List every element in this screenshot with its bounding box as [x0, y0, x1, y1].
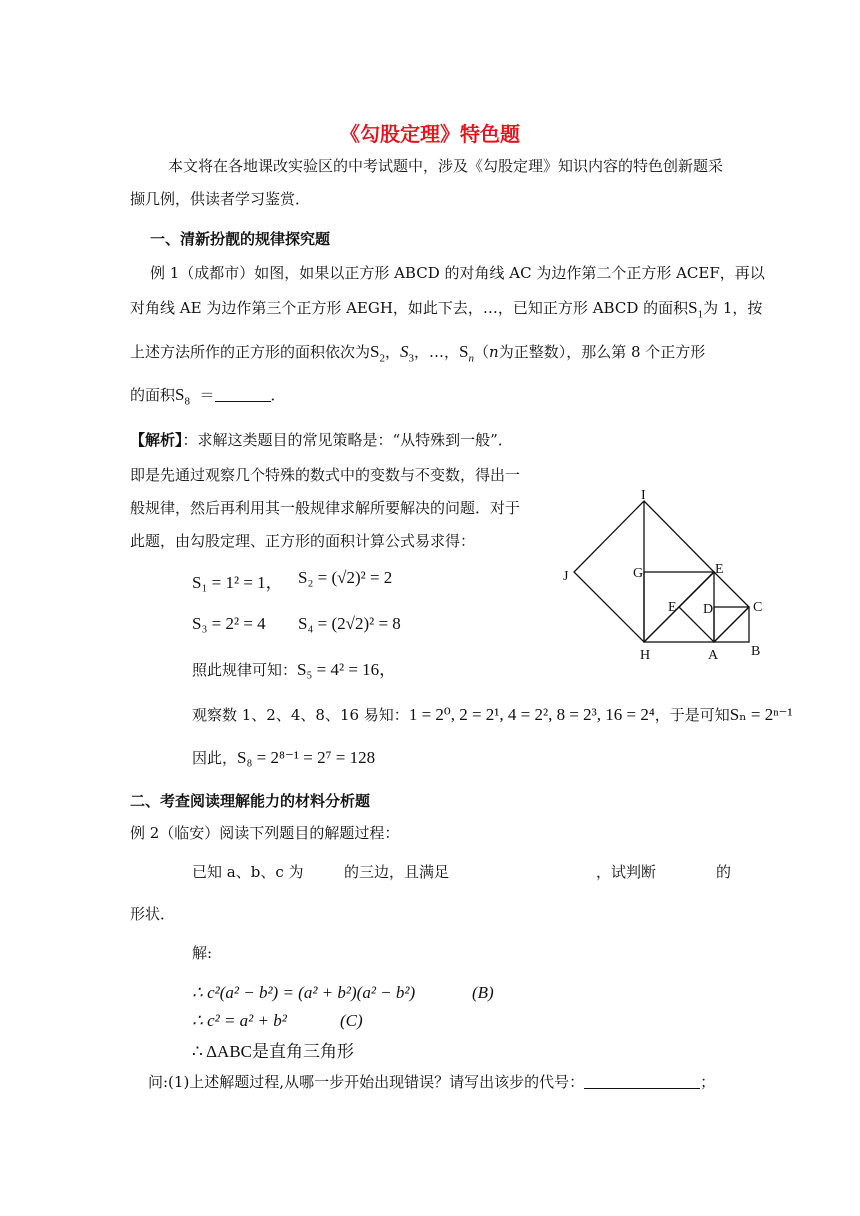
- squares-figure: [560, 485, 780, 665]
- given-part-a: 已知 a、b、c 为: [192, 863, 304, 881]
- s1-symbol: $S_1$: [688, 298, 704, 321]
- analysis-line-1: 【解析】：求解这类题目的常见策略是：“从特殊到一般”．: [130, 431, 513, 449]
- step-b-tag: (B): [472, 983, 494, 1002]
- page-title: 《勾股定理》特色题: [340, 122, 520, 146]
- example-1-line-2: 对角线 AE 为边作第三个正方形 AEGH，如此下去，…，已知正方形 ABCD 的面积$S_1$为 1，按: [130, 298, 763, 321]
- label-h: H: [640, 648, 651, 663]
- label-a: A: [708, 648, 719, 663]
- label-j: J: [563, 569, 569, 584]
- line-ac: [714, 607, 749, 642]
- analysis-line-2: 即是先通过观察几个特殊的数式中的变数与不变数，得出一: [130, 466, 521, 484]
- label-e: E: [715, 562, 724, 577]
- intro-line-1: 本文将在各地课改实验区的中考试题中，涉及《勾股定理》知识内容的特色创新题采: [168, 157, 724, 175]
- label-i: I: [641, 488, 646, 503]
- section-1-heading: 一、清新扮靓的规律探究题: [150, 230, 331, 248]
- label-b: B: [751, 644, 761, 659]
- question-1: 问:(1)上述解题过程,从哪一步开始出现错误？请写出该步的代号： ；: [148, 1073, 716, 1091]
- given-part-d: 的: [716, 863, 732, 881]
- observe-line: 观察数 1、2、4、8、16 易知：1 = 2⁰, 2 = 2¹, 4 = 2², 8 = 2³, 16 = 2⁴，于是可知Sₙ = 2ⁿ⁻¹: [192, 705, 793, 724]
- rule-line: 照此规律可知：S₅ = 4² = 16，: [192, 660, 397, 679]
- solution-step-b: ∴ c²(a² − b²) = (a² + b²)(a² − b²): [192, 983, 416, 1002]
- given-part-b: 的三边，且满足: [344, 863, 450, 881]
- equation-s4: S₄ = (2√2)² = 8: [298, 614, 401, 633]
- answer-blank-step[interactable]: [584, 1074, 700, 1089]
- analysis-line-3: 般规律，然后再利用其一般规律求解所要解决的问题．对于: [130, 499, 521, 517]
- equation-s2: S₂ = (√2)² = 2: [298, 568, 393, 587]
- analysis-line-4: 此题，由勾股定理、正方形的面积计算公式易求得：: [130, 532, 476, 550]
- solution-step-c: ∴ c² = a² + b²: [192, 1011, 287, 1030]
- example-1-line-3: 上述方法所作的正方形的面积依次为$S_2$，$S_3$，…，$S_n(n$为正整数），那么第 8 个正方形: [130, 342, 706, 365]
- intro-line-2: 撷几例，供读者学习鉴赏．: [130, 190, 311, 208]
- given-part-c: ，试判断: [596, 863, 657, 881]
- solution-label: 解:: [192, 944, 213, 962]
- therefore-line: 因此，S₈ = 2⁸⁻¹ = 2⁷ = 128: [192, 748, 376, 767]
- label-f: E: [668, 600, 677, 615]
- section-2-heading: 二、考查阅读理解能力的材料分析题: [130, 792, 371, 810]
- label-g: G: [633, 566, 644, 581]
- solution-step-d: ∴ ΔABC是直角三角形: [192, 1042, 355, 1061]
- equation-s3: S₃ = 2² = 4: [192, 614, 266, 633]
- example-1-line-4: 的面积$S_8$ ＝ ．: [130, 385, 286, 408]
- label-c: C: [753, 600, 763, 615]
- label-d: D: [703, 602, 714, 617]
- step-c-tag: (C): [340, 1011, 363, 1030]
- example-2-line-1: 例 2（临安）阅读下列题目的解题过程：: [130, 824, 400, 842]
- given-wrap: 形状．: [130, 905, 176, 923]
- answer-blank-s8[interactable]: [215, 387, 271, 402]
- example-1-line-1: 例 1（成都市）如图，如果以正方形 ABCD 的对角线 AC 为边作第二个正方形 ACEF，再以: [150, 264, 765, 282]
- equation-s1: S₁ = 1² = 1，: [192, 573, 283, 592]
